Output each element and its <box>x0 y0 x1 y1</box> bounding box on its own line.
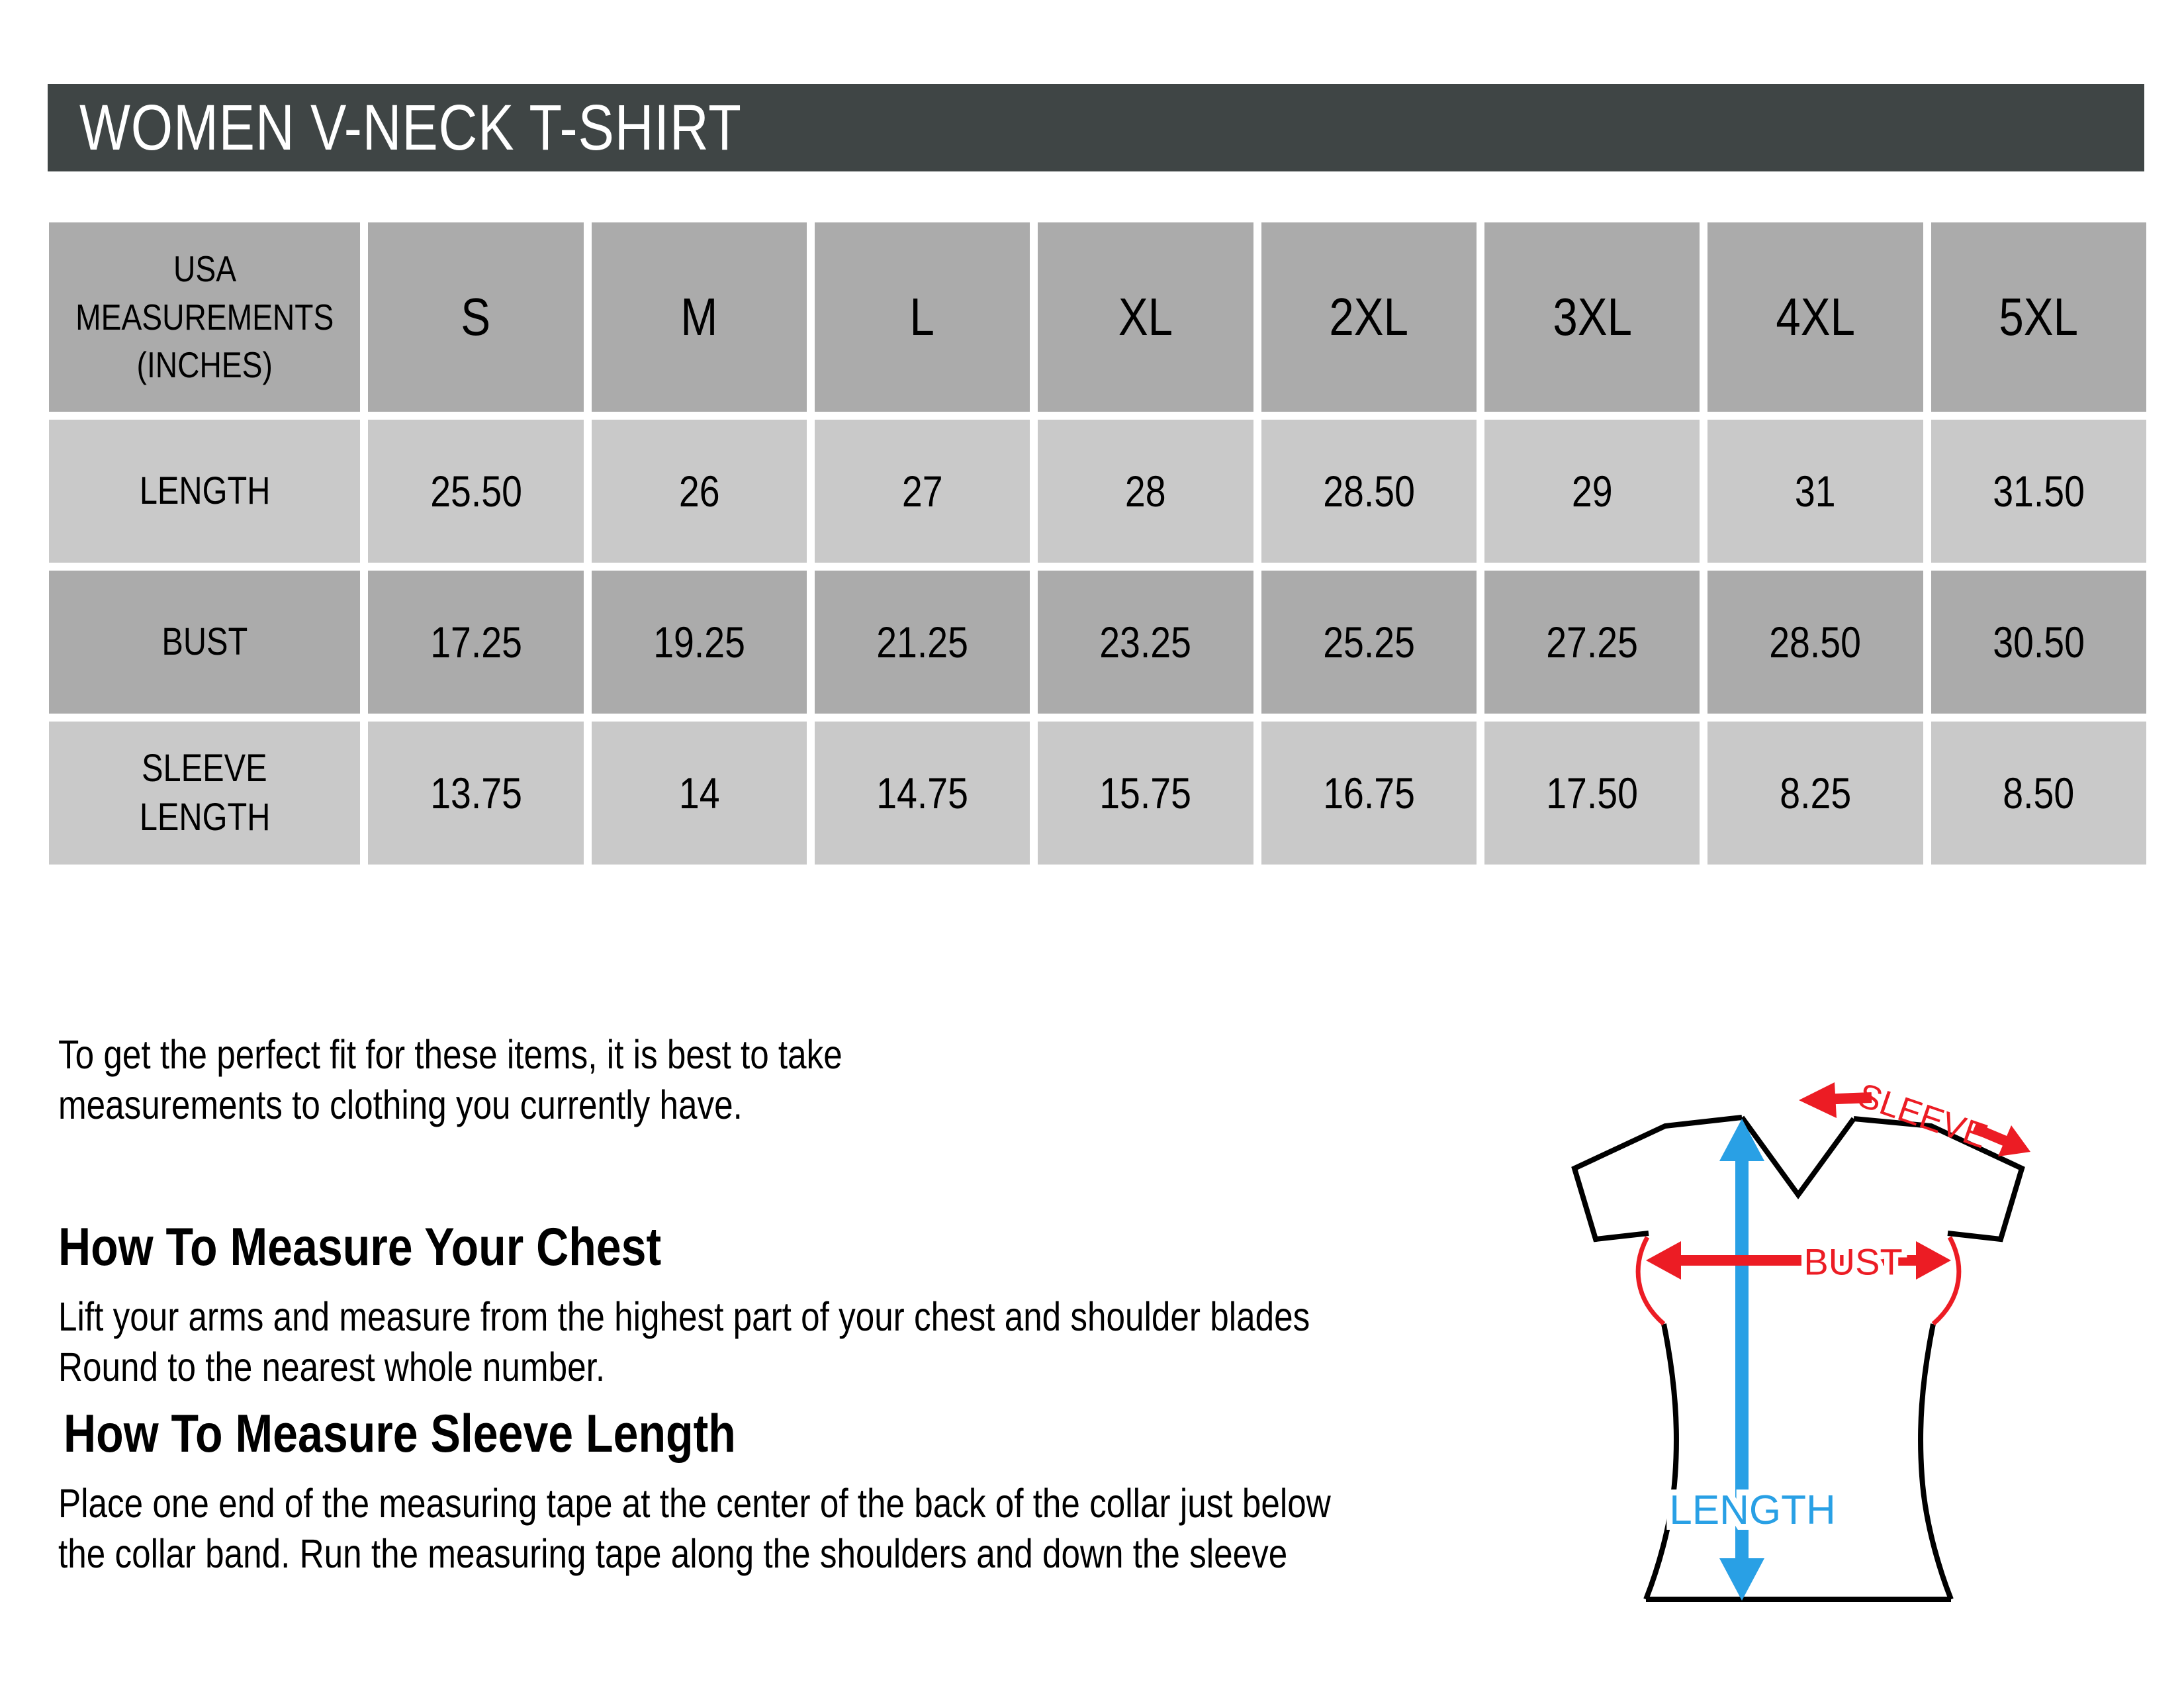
cell-length-3xl: 29 <box>1484 420 1700 563</box>
body-measure-sleeve: Place one end of the measuring tape at the center of the back of the collar just below the collar band. Run the measuring tape along the shoulders and down the sleeve <box>58 1481 1331 1576</box>
heading-measure-sleeve: How To Measure Sleeve Length <box>64 1404 736 1464</box>
size-col-header-s: S <box>368 222 583 412</box>
length-label: LENGTH <box>1669 1487 1836 1533</box>
table-row-bust <box>49 571 2146 714</box>
corner-header-cell: USA MEASUREMENTS (INCHES) <box>49 222 360 412</box>
cell-sleeve-4xl: 8.25 <box>1707 722 1923 865</box>
title-bar <box>48 84 2144 171</box>
cell-bust-5xl: 30.50 <box>1931 571 2146 714</box>
size-col-header-4xl: 4XL <box>1707 222 1923 412</box>
cell-length-xl: 28 <box>1038 420 1253 563</box>
bust-side-curves <box>1638 1237 1959 1324</box>
cell-bust-xl: 23.25 <box>1038 571 1253 714</box>
size-col-header-m: M <box>592 222 807 412</box>
row-label-sleeve-length: SLEEVE LENGTH <box>49 722 360 865</box>
size-col-header-xl: XL <box>1038 222 1253 412</box>
cell-sleeve-3xl: 17.50 <box>1484 722 1700 865</box>
cell-bust-m: 19.25 <box>592 571 807 714</box>
cell-length-s: 25.50 <box>368 420 583 563</box>
size-col-header-2xl: 2XL <box>1261 222 1477 412</box>
header-row <box>49 222 2146 412</box>
body-measure-chest: Lift your arms and measure from the highest part of your chest and shoulder blades Round to the nearest whole number. <box>58 1294 1310 1389</box>
cell-bust-s: 17.25 <box>368 571 583 714</box>
cell-sleeve-2xl: 16.75 <box>1261 722 1477 865</box>
cell-bust-3xl: 27.25 <box>1484 571 1700 714</box>
table-row-sleeve-length <box>49 722 2146 865</box>
right-bust-curve <box>1933 1237 1959 1324</box>
intro-paragraph: To get the perfect fit for these items, it is best to take measurements to clothing you currently have. <box>58 1032 842 1127</box>
bust-arrowhead-right <box>1916 1241 1951 1280</box>
cell-sleeve-xl: 15.75 <box>1038 722 1253 865</box>
sleeve-arrowhead-left <box>1799 1082 1837 1118</box>
cell-sleeve-m: 14 <box>592 722 807 865</box>
right-body-outline <box>1921 1324 1951 1599</box>
length-arrowhead-down <box>1719 1558 1764 1601</box>
size-chart-table <box>41 214 2154 872</box>
row-label-bust: BUST <box>49 571 360 714</box>
left-sleeve-outline <box>1574 1117 1742 1239</box>
tshirt-measurement-diagram <box>1509 1053 2105 1688</box>
size-col-header-3xl: 3XL <box>1484 222 1700 412</box>
cell-length-l: 27 <box>815 420 1030 563</box>
cell-sleeve-l: 14.75 <box>815 722 1030 865</box>
page-title: WOMEN V-NECK T-SHIRT <box>79 91 742 164</box>
cell-bust-2xl: 25.25 <box>1261 571 1477 714</box>
bust-label: BUST <box>1803 1241 1903 1283</box>
cell-bust-4xl: 28.50 <box>1707 571 1923 714</box>
cell-sleeve-5xl: 8.50 <box>1931 722 2146 865</box>
cell-length-m: 26 <box>592 420 807 563</box>
cell-bust-l: 21.25 <box>815 571 1030 714</box>
sleeve-label: SLEEVE <box>1852 1076 1993 1156</box>
cell-length-4xl: 31 <box>1707 420 1923 563</box>
bust-arrow <box>1646 1241 1951 1283</box>
size-col-header-5xl: 5XL <box>1931 222 2146 412</box>
size-col-header-l: L <box>815 222 1030 412</box>
table-row-length <box>49 420 2146 563</box>
left-bust-curve <box>1638 1237 1664 1324</box>
row-label-length: LENGTH <box>49 420 360 563</box>
bust-arrowhead-left <box>1646 1241 1681 1280</box>
cell-sleeve-s: 13.75 <box>368 722 583 865</box>
heading-measure-chest: How To Measure Your Chest <box>58 1217 662 1277</box>
cell-length-2xl: 28.50 <box>1261 420 1477 563</box>
left-body-outline <box>1646 1324 1676 1599</box>
cell-length-5xl: 31.50 <box>1931 420 2146 563</box>
